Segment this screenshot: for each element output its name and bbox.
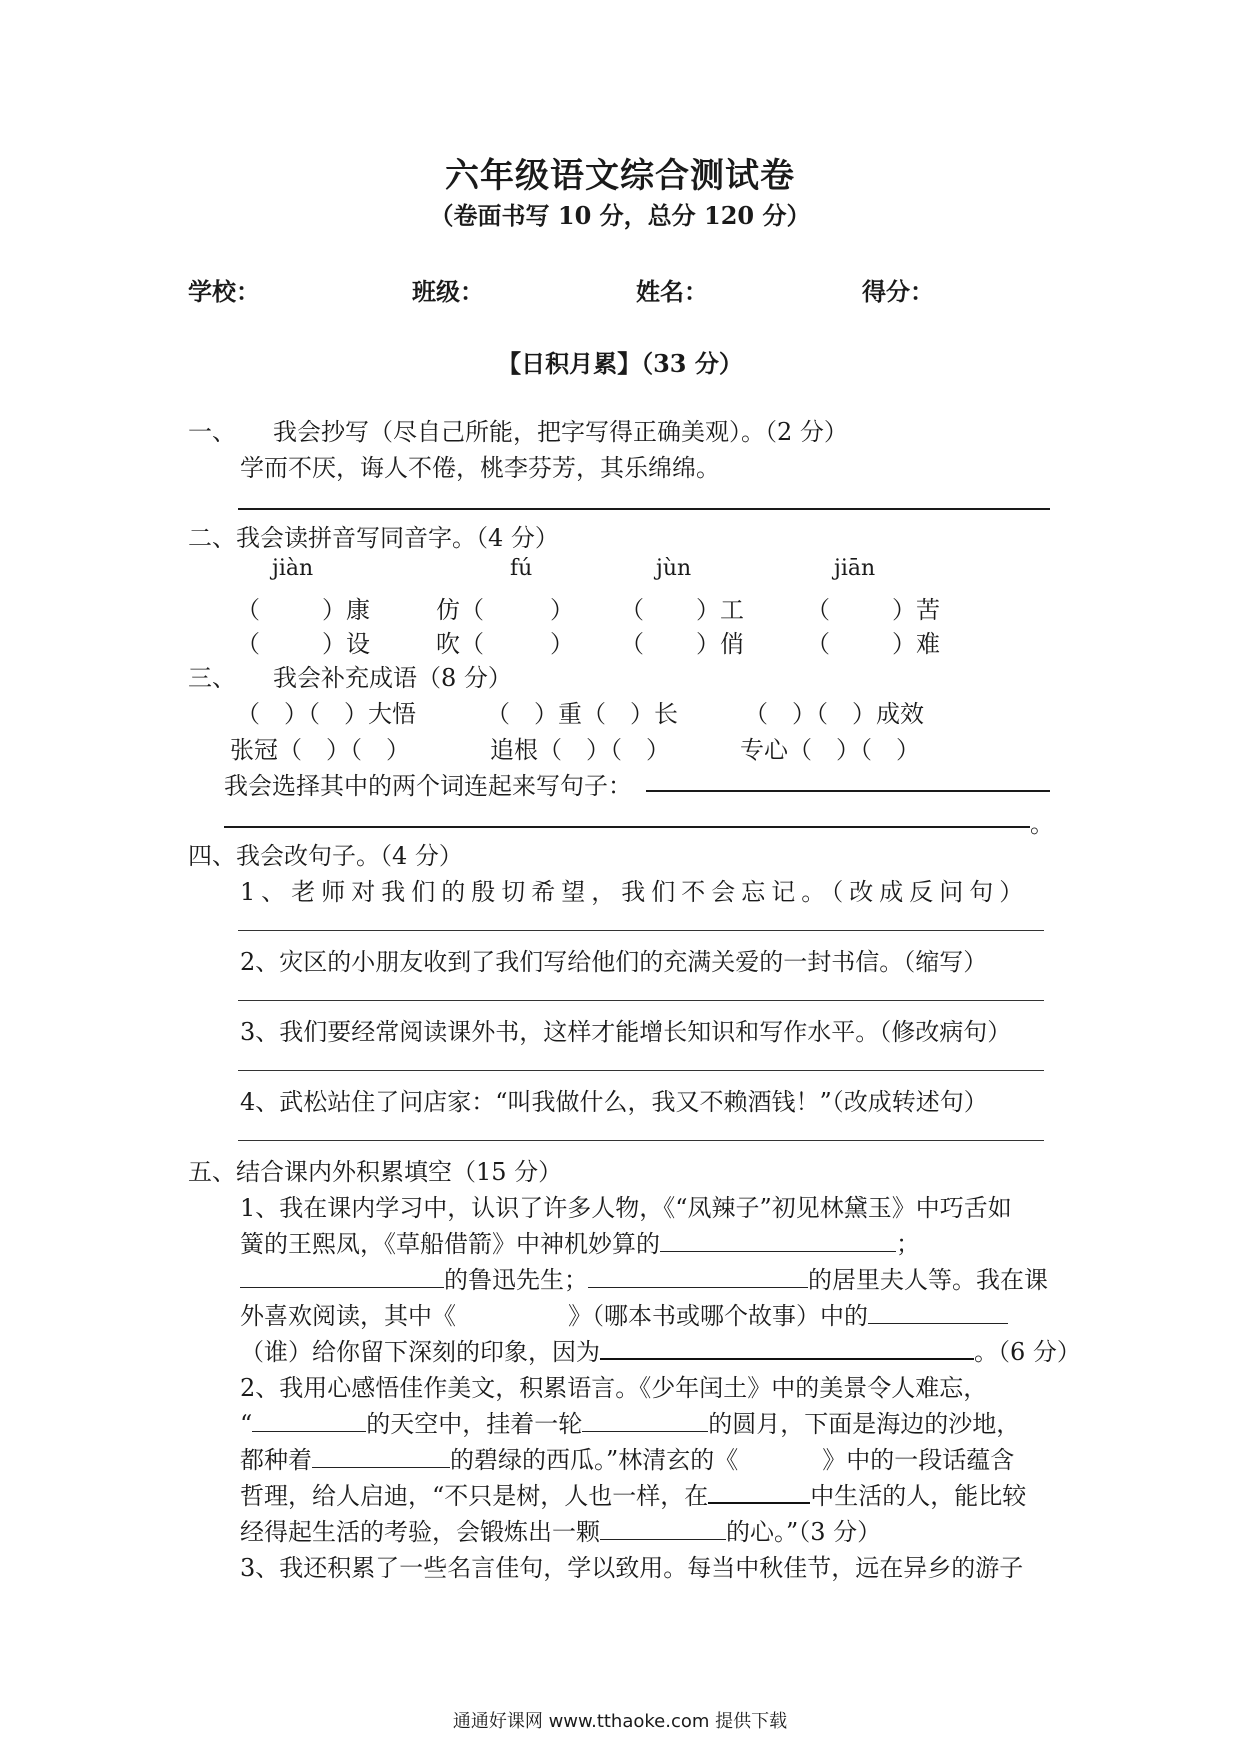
school-label: 学校： xyxy=(188,277,260,306)
q3-sentence-prompt: 我会选择其中的两个词连起来写句子： xyxy=(224,772,632,800)
q3-idiom-3: （ ）（ ）成效 xyxy=(744,700,924,728)
q5-blank-sky[interactable] xyxy=(252,1409,366,1432)
q2-r1-text-2: 仿（ xyxy=(436,596,484,624)
q5-p1-text-4a: 外喜欢阅读，其中《 xyxy=(240,1302,456,1330)
q5-p2-line-1: 2、我用心感悟佳作美文，积累语言。《少年闰土》中的美景令人难忘， xyxy=(240,1374,988,1402)
q5-p2-text-2a: “ xyxy=(240,1410,253,1438)
q2-r2-text-4: ）难 xyxy=(892,630,940,658)
q5-p2-text-4b: 中生活的人，能比较 xyxy=(810,1482,1027,1510)
q5-p1-text-3b: 的居里夫人等。我在课 xyxy=(808,1266,1048,1294)
q2-r2-open-3: （ xyxy=(620,630,644,658)
q5-p3-line-1: 3、我还积累了一些名言佳句，学以致用。每当中秋佳节，远在异乡的游子 xyxy=(240,1554,1024,1582)
q5-p2-line-5 xyxy=(240,1512,881,1547)
q4-item-3: 3、我们要经常阅读课外书，这样才能增长知识和写作水平。（修改病句） xyxy=(240,1018,1012,1046)
q5-p1-line-4 xyxy=(240,1296,1008,1331)
q3-idiom-2: （ ）重（ ）长 xyxy=(486,700,678,728)
page-title: 六年级语文综合测试卷 xyxy=(445,156,795,196)
q5-blank-moon[interactable] xyxy=(582,1409,708,1432)
q5-p1-line-2 xyxy=(240,1224,920,1259)
q3-sentence-line-2[interactable] xyxy=(224,826,1030,828)
q5-p2-line-4 xyxy=(240,1476,1026,1511)
q2-r1-open-3: （ xyxy=(620,596,644,624)
q2-r2-close-2: ） xyxy=(550,630,574,658)
q5-blank-reason[interactable] xyxy=(600,1336,974,1360)
q3-idiom-1: （ ）（ ）大悟 xyxy=(236,700,416,728)
q2-r1-open-1: （ xyxy=(236,596,260,624)
q5-p2-text-5b: 的心。”（3 分） xyxy=(726,1518,882,1546)
q1-prompt: 我会抄写（尽自己所能，把字写得正确美观）。（2 分） xyxy=(273,418,848,446)
section-heading: 【日积月累】（33 分） xyxy=(497,349,743,378)
q5-p2-text-5a: 经得起生活的考验，会锻炼出一颗 xyxy=(240,1518,600,1546)
q2-r1-open-4: （ xyxy=(806,596,830,624)
q1-number: 一、 xyxy=(188,418,236,446)
q2-r2-open-1: （ xyxy=(236,630,260,658)
q2-r1-close-2: ） xyxy=(550,596,574,624)
q4-answer-line-4[interactable] xyxy=(238,1140,1044,1141)
q2-r1-text-1: ）康 xyxy=(322,596,370,624)
q2-pinyin-3: jùn xyxy=(656,556,692,581)
q5-blank-zhuge[interactable] xyxy=(660,1229,896,1252)
q3-period: 。 xyxy=(1030,810,1054,838)
q3-idiom-4: 张冠（ ）（ ） xyxy=(230,736,410,764)
q3-prompt: 我会补充成语（8 分） xyxy=(273,664,512,692)
q1-copy-text: 学而不厌，诲人不倦，桃李芬芳，其乐绵绵。 xyxy=(240,454,720,482)
q3-idiom-5: 追根（ ）（ ） xyxy=(490,736,670,764)
q5-p2-text-2c: 的圆月，下面是海边的沙地， xyxy=(708,1410,1021,1438)
q1-answer-line[interactable] xyxy=(238,508,1050,510)
q4-item-4: 4、武松站住了问店家：“叫我做什么，我又不赖酒钱！”（改成转述句） xyxy=(240,1088,988,1116)
q2-r2-text-3: ）俏 xyxy=(696,630,744,658)
q5-prompt: 五、结合课内外积累填空（15 分） xyxy=(188,1158,563,1186)
q4-answer-line-2[interactable] xyxy=(238,1000,1044,1001)
q5-p1-text-5a: （谁）给你留下深刻的印象，因为 xyxy=(240,1338,600,1366)
q2-pinyin-4: jiān xyxy=(834,556,876,581)
q2-prompt: 二、我会读拼音写同音字。（4 分） xyxy=(188,524,559,552)
q2-r2-text-1: ）设 xyxy=(322,630,370,658)
page-footer: 通通好课网 www.tthaoke.com 提供下载 xyxy=(452,1711,788,1732)
q3-idiom-6: 专心（ ）（ ） xyxy=(740,736,920,764)
q2-pinyin-2: fú xyxy=(510,556,533,581)
q5-p2-text-3c: 》中的一段话蕴含 xyxy=(822,1446,1015,1474)
q5-p2-line-3 xyxy=(240,1440,1014,1475)
q5-p2-text-4a: 哲理，给人启迪，“不只是树，人也一样，在 xyxy=(240,1482,709,1510)
q5-p2-line-2 xyxy=(240,1404,1020,1439)
q5-p1-text-3a: 的鲁迅先生； xyxy=(444,1266,588,1294)
q5-blank-luxun[interactable] xyxy=(240,1265,444,1288)
q2-r2-text-2: 吹（ xyxy=(436,630,484,658)
q5-p2-text-2b: 的天空中，挂着一轮 xyxy=(366,1410,583,1438)
q5-blank-environment[interactable] xyxy=(708,1480,810,1504)
q5-p1-text-2b: ； xyxy=(896,1230,920,1258)
class-label: 班级： xyxy=(412,277,484,306)
q5-p1-text-4b: 》（哪本书或哪个故事）中的 xyxy=(568,1302,868,1330)
q5-p2-text-3b: 的碧绿的西瓜。”林清玄的《 xyxy=(450,1446,739,1474)
name-label: 姓名： xyxy=(636,277,708,306)
q3-number: 三、 xyxy=(188,664,236,692)
q4-item-2: 2、灾区的小朋友收到了我们写给他们的充满关爱的一封书信。（缩写） xyxy=(240,948,988,976)
q4-item-1: 1、老师对我们的殷切希望，我们不会忘记。（改成反问句） xyxy=(240,878,1030,906)
q5-blank-curie[interactable] xyxy=(588,1265,808,1288)
score-label: 得分： xyxy=(862,277,934,306)
q5-p1-line-1: 1、我在课内学习中，认识了许多人物，《“凤辣子”初见林黛玉》中巧舌如 xyxy=(240,1194,1012,1222)
q5-blank-heart[interactable] xyxy=(600,1517,726,1540)
q4-prompt: 四、我会改句子。（4 分） xyxy=(188,842,463,870)
q5-p1-line-3 xyxy=(240,1260,1048,1295)
q5-blank-watermelon[interactable] xyxy=(312,1445,450,1468)
q2-r1-text-4: ）苦 xyxy=(892,596,940,624)
q2-r1-text-3: ）工 xyxy=(696,596,744,624)
page-subtitle: （卷面书写 10 分，总分 120 分） xyxy=(429,201,811,230)
q5-p1-text-5b: 。（6 分） xyxy=(974,1338,1081,1366)
q4-answer-line-3[interactable] xyxy=(238,1070,1044,1071)
q5-p2-text-3a: 都种着 xyxy=(240,1446,312,1474)
q5-p1-text-2a: 簧的王熙凤，《草船借箭》中神机妙算的 xyxy=(240,1230,660,1258)
q2-pinyin-1: jiàn xyxy=(272,556,314,581)
q4-answer-line-1[interactable] xyxy=(238,930,1044,931)
q3-sentence-line-1[interactable] xyxy=(646,790,1050,792)
q5-blank-character[interactable] xyxy=(868,1301,1008,1324)
q2-r2-open-4: （ xyxy=(806,630,830,658)
q5-p1-line-5 xyxy=(240,1332,1081,1367)
